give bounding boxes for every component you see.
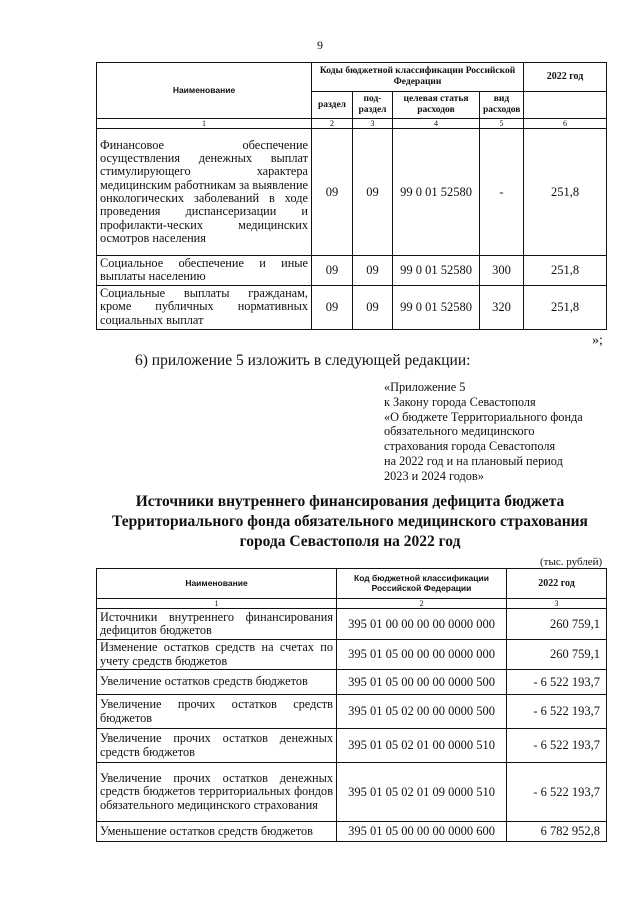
row-value: - 6 522 193,7: [507, 729, 607, 763]
row-podrazdel: 09: [353, 256, 393, 286]
row-vid: 320: [480, 285, 524, 329]
row-code: 395 01 05 02 01 00 0000 510: [337, 729, 507, 763]
title-line: Территориального фонда обязательного медицинского страхования: [112, 513, 588, 530]
row-code: 395 01 00 00 00 00 0000 000: [337, 609, 507, 640]
header-name: Наименование: [97, 569, 337, 599]
row-value: - 6 522 193,7: [507, 670, 607, 695]
row-name: Увеличение остатков средств бюджетов: [97, 670, 337, 695]
index-cell: 2: [312, 119, 353, 129]
appendix-line: «Приложение 5: [384, 380, 466, 394]
title-line: Источники внутреннего финансирования дефицита бюджета: [135, 493, 565, 510]
index-cell: 3: [507, 599, 607, 609]
row-code: 395 01 05 02 00 00 0000 500: [337, 695, 507, 729]
row-value: 251,8: [524, 256, 607, 286]
row-value: 260 759,1: [507, 640, 607, 670]
appendix-line: страхования города Севастополя: [384, 439, 556, 454]
header-name: Наименование: [97, 63, 312, 119]
table-row: [97, 640, 607, 670]
row-name: Источники внутреннего финансирования дефицитов бюджетов: [97, 609, 337, 640]
index-cell: 2: [337, 599, 507, 609]
title-line: города Севастополя на 2022 год: [239, 533, 461, 550]
row-value: - 6 522 193,7: [507, 695, 607, 729]
row-target: 99 0 01 52580: [393, 129, 480, 256]
appendix-line: к Закону города Севастополя: [384, 394, 536, 409]
header-code: Код бюджетной классификации Российской Федерации: [337, 569, 507, 599]
expenses-table: [96, 62, 607, 330]
header-year-empty: [524, 92, 607, 119]
row-vid: -: [480, 129, 524, 256]
page-number: 9: [317, 38, 323, 52]
table-row: [97, 285, 607, 329]
table-row: [97, 822, 607, 842]
units-label: (тыс. рублей): [540, 556, 603, 568]
table-row: [97, 670, 607, 695]
table-row: [97, 256, 607, 286]
index-cell: 3: [353, 119, 393, 129]
row-target: 99 0 01 52580: [393, 285, 480, 329]
index-cell: 6: [524, 119, 607, 129]
row-value: - 6 522 193,7: [507, 763, 607, 822]
quote-close: »;: [592, 333, 603, 348]
row-name: Социальные выплаты гражданам, кроме публичных нормативных социальных выплат: [97, 285, 312, 329]
table-row: [97, 763, 607, 822]
row-vid: 300: [480, 256, 524, 286]
row-value: 251,8: [524, 129, 607, 256]
row-code: 395 01 05 00 00 00 0000 000: [337, 640, 507, 670]
appendix-reference: [384, 380, 583, 484]
header-podrazdel: под-раздел: [353, 92, 393, 119]
row-target: 99 0 01 52580: [393, 256, 480, 286]
section-title: [60, 492, 640, 552]
row-podrazdel: 09: [353, 129, 393, 256]
table-row: [97, 729, 607, 763]
row-name: Увеличение прочих остатков средств бюджетов: [97, 695, 337, 729]
header-year: 2022 год: [524, 63, 607, 92]
appendix-line: на 2022 год и на плановый период: [384, 453, 563, 468]
index-cell: 5: [480, 119, 524, 129]
appendix-line: 2023 и 2024 годов»: [384, 468, 484, 483]
row-razdel: 09: [312, 285, 353, 329]
index-cell: 1: [97, 119, 312, 129]
row-name: Уменьшение остатков средств бюджетов: [97, 822, 337, 842]
header-vid: вид расходов: [480, 92, 524, 119]
row-podrazdel: 09: [353, 285, 393, 329]
row-code: 395 01 05 00 00 00 0000 600: [337, 822, 507, 842]
appendix-line: обязательного медицинского: [384, 424, 535, 439]
row-code: 395 01 05 02 01 09 0000 510: [337, 763, 507, 822]
row-name: Увеличение прочих остатков денежных средств бюджетов: [97, 729, 337, 763]
row-value: 260 759,1: [507, 609, 607, 640]
header-razdel: раздел: [312, 92, 353, 119]
index-cell: 4: [393, 119, 480, 129]
row-name: Увеличение прочих остатков денежных средств бюджетов территориальных фондов обязательного медицинского страхования: [97, 763, 337, 822]
header-codes-group: Коды бюджетной классификации Российской Федерации: [312, 63, 524, 92]
financing-sources-table: [96, 568, 607, 842]
row-name: Финансовое обеспечение осуществления денежных выплат стимулирующего характера медицинским работникам за выявление онкологических заболеваний в ходе проведения диспансеризации и профилакти-ческих медицинских осмотров населения: [97, 129, 312, 256]
row-razdel: 09: [312, 256, 353, 286]
row-razdel: 09: [312, 129, 353, 256]
row-name: Изменение остатков средств на счетах по учету средств бюджетов: [97, 640, 337, 670]
table-row: [97, 609, 607, 640]
row-code: 395 01 05 00 00 00 0000 500: [337, 670, 507, 695]
row-name: Социальное обеспечение и иные выплаты населению: [97, 256, 312, 286]
row-value: 6 782 952,8: [507, 822, 607, 842]
item-6-text: 6) приложение 5 изложить в следующей редакции:: [135, 352, 471, 369]
header-year: 2022 год: [507, 569, 607, 599]
table-row: [97, 129, 607, 256]
header-target: целевая статья расходов: [393, 92, 480, 119]
table-row: [97, 695, 607, 729]
appendix-line: «О бюджете Территориального фонда: [384, 409, 583, 424]
index-cell: 1: [97, 599, 337, 609]
row-value: 251,8: [524, 285, 607, 329]
